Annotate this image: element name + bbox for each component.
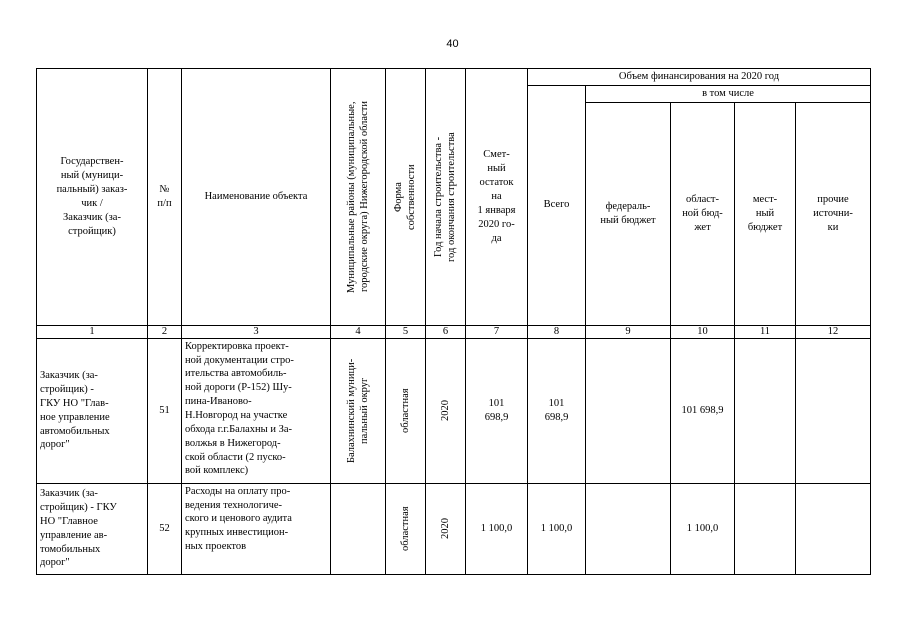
header-total: Всего (528, 85, 586, 325)
row-estimate: 101 698,9 (466, 338, 528, 483)
row-years: 2020 (426, 338, 466, 483)
row-num: 51 (148, 338, 182, 483)
header-including: в том числе (586, 85, 871, 102)
row-other (796, 483, 871, 574)
column-number-row (37, 325, 871, 338)
row-object-name: Расходы на оплату про- ведения технологиче- ского и ценового аудита крупных инвестицион- ных проектов (182, 483, 331, 574)
row-other (796, 338, 871, 483)
header-customer: Государствен- ный (муници- пальный) заказ- чик / Заказчик (за- стройщик) (37, 69, 148, 326)
column-number: 5 (386, 325, 426, 338)
column-number: 8 (528, 325, 586, 338)
header-local: мест- ный бюджет (735, 102, 796, 325)
header-funding-group: Объем финансирования на 2020 год (528, 69, 871, 86)
column-number: 1 (37, 325, 148, 338)
header-ownership: Форма собственности (386, 69, 426, 326)
row-regional: 1 100,0 (671, 483, 735, 574)
column-number: 9 (586, 325, 671, 338)
row-local (735, 483, 796, 574)
column-number: 11 (735, 325, 796, 338)
row-total: 101 698,9 (528, 338, 586, 483)
header-estimate: Смет- ный остаток на 1 января 2020 го- да (466, 69, 528, 326)
row-federal (586, 483, 671, 574)
table-row (37, 483, 871, 574)
header-object-name: Наименование объекта (182, 69, 331, 326)
row-ownership: областная (386, 483, 426, 574)
table-row (37, 338, 871, 483)
header-federal: федераль- ный бюджет (586, 102, 671, 325)
row-estimate: 1 100,0 (466, 483, 528, 574)
header-row-1 (37, 69, 871, 86)
column-number: 4 (331, 325, 386, 338)
row-years: 2020 (426, 483, 466, 574)
row-ownership: областная (386, 338, 426, 483)
column-number: 7 (466, 325, 528, 338)
page-number: 40 (446, 38, 459, 50)
header-years: Год начала строительства - год окончания строительства (426, 69, 466, 326)
column-number: 10 (671, 325, 735, 338)
row-object-name: Корректировка проект- ной документации стро- ительства автомобиль- ной дороги (Р-152) Шу- пина-Иваново- Н.Новгород на участке обхода г.г.Балахны и За- волжья в Нижегород- ской области (2 пуско- вой комплекс) (182, 338, 331, 483)
header-other: прочие источни- ки (796, 102, 871, 325)
row-num: 52 (148, 483, 182, 574)
row-district (331, 483, 386, 574)
column-number: 2 (148, 325, 182, 338)
row-local (735, 338, 796, 483)
row-regional: 101 698,9 (671, 338, 735, 483)
column-number: 3 (182, 325, 331, 338)
header-num: № п/п (148, 69, 182, 326)
row-district: Балахнинский муници- пальный округ (331, 338, 386, 483)
row-customer: Заказчик (за- стройщик) - ГКУ НО "Главное управление ав- томобильных дорог" (37, 483, 148, 574)
header-districts: Муниципальные районы (муниципальные, городские округа) Нижегородской области (331, 69, 386, 326)
funding-table (36, 68, 871, 575)
header-regional: област- ной бюд- жет (671, 102, 735, 325)
column-number: 12 (796, 325, 871, 338)
row-customer: Заказчик (за- стройщик) - ГКУ НО "Глав- ное управление автомобильных дорог" (37, 338, 148, 483)
column-number: 6 (426, 325, 466, 338)
row-total: 1 100,0 (528, 483, 586, 574)
row-federal (586, 338, 671, 483)
